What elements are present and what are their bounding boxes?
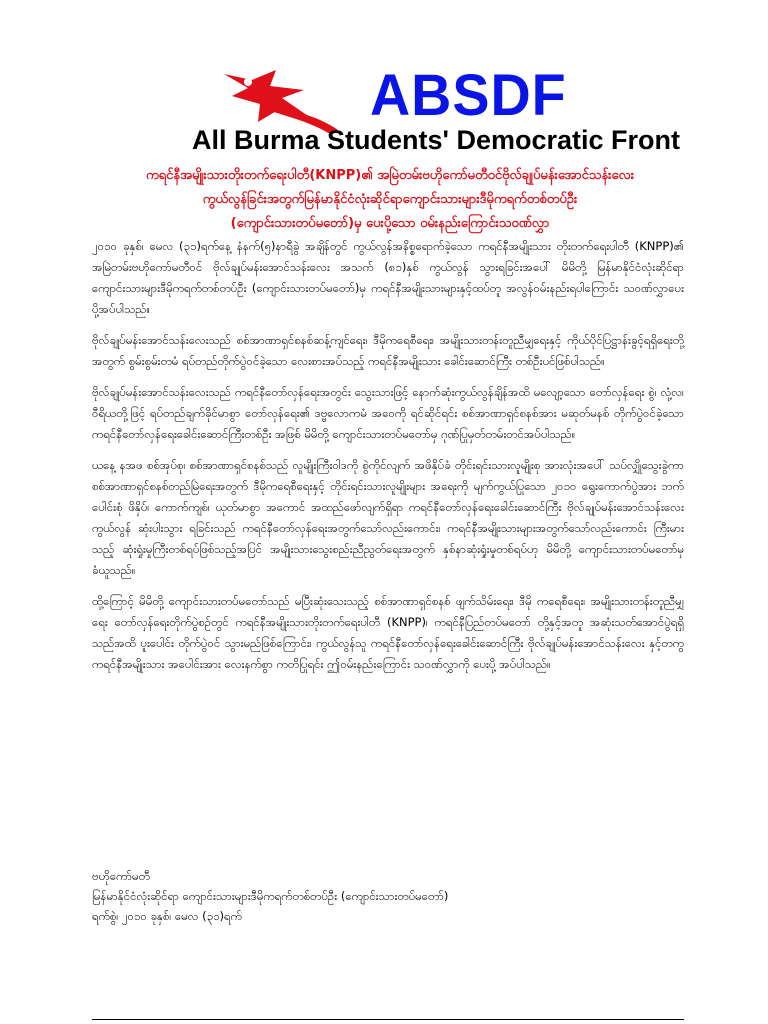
document-title [110,164,670,236]
title-line: ကွယ်လွန်ခြင်းအတွက်မြန်မာနိုင်ငံလုံးဆိုင်ရာကျောင်းသားများဒီမိုကရက်တစ်တပ်ဦး [202,192,578,207]
organization-abbreviation: ABSDF [370,63,567,128]
signature-block [92,866,684,926]
paragraph: ယနေ့ နအဖ စစ်အုပ်စု၊ စစ်အာဏာရှင်စနစ်သည် လူမျိုးကြီးဝါဒကို စွဲကိုင်လျက် အဖိနှိပ်ခံ တိုင်းရင်းသားလူမျိုးစု အားလုံးအပေါ် သပ်လျှိုသွေးခွဲကာ စစ်အာဏာရှင်စနစ်တည်မြဲရေးအတွက် ဒီမိုကရေစီရေးနှင့် တိုင်းရင်းသားလူမျိုးများ အရေးကို မျက်ကွယ်ပြုသော ၂၀၁၀ ရွေးကောက်ပွဲအား ဘက်ပေါင်းစုံ ဖိနှိပ်၊ ကောက်ကျစ်၊ ယုတ်မာစွာ အကောင် အထည်ဖော်လျက်ရှိရာ ကရင်နီတော်လှန်ရေးခေါင်းဆောင်ကြီး ဗိုလ်ချုပ်မန်းအောင်သန်းလေး ကွယ်လွန် ဆုံးပါးသွား ရခြင်းသည် ကရင်နီတော်လှန်ရေးအတွက်သော်လည်းကောင်း၊ ကရင်နီအမျိုးသားများအတွက်သော်လည်းကောင်း ကြီးမားသည့် ဆုံးရှုံးမှုကြီးတစ်ရပ်ဖြစ်သည့်အပြင် အမျိုးသားသွေးစည်းညီညွတ်ရေးအတွက် နှစ်နာဆုံးရှုံးမှုတစ်ရပ်ဟု မိမိတို့ ကျောင်းသားတပ်မတော်မှ ခံယူသည်။ [92,458,684,577]
footer-rule [92,1019,684,1020]
signature-line: မြန်မာနိုင်ငံလုံးဆိုင်ရာ ကျောင်းသားများဒီမိုကရက်တစ်တပ်ဦး (ကျောင်းသားတပ်မတော်) [92,889,449,903]
signature-line: ဗဟိုကော်မတီ [92,869,150,883]
paragraph: ဗိုလ်ချုပ်မန်းအောင်သန်းလေးသည် ကရင်နီတော်လှန်ရေးအတွင်း သွေးသားဖြင့် နောက်ဆုံးကွယ်လွန်ချိန်အထိ မလျော့သော တော်လှန်ရေး စွဲ၊ လုံ့လ၊ ဝီရိယတို့ဖြင့် ရပ်တည်ချက်ခိုင်မာစွာ တော်လှန်ရေး၏ ဒဗ္ဗလောကမံ အဝေကို ရင်ဆိုင်ရင်း စစ်အာဏာရှင်စနစ်အား မဆုတ်မနစ် တိုက်ပွဲဝင်ခဲ့သော ကရင်နီတော်လှန်ရေးခေါင်းဆောင်ကြီးတစ်ဦး အဖြစ် မိမိတို့ ကျောင်းသားတပ်မတော်မှ ဂုဏ်ပြုမှတ်တမ်းတင်အပ်ပါသည်။ [92,385,684,441]
letter-body [92,236,684,685]
signature-date: ရက်စွဲ၊ ၂၀၁၀ ခုနှစ်၊ မေလ (၃၁)ရက် [92,909,242,923]
letterhead [100,60,680,160]
organization-full-name: All Burma Students' Democratic Front [192,125,680,155]
title-line: ကရင်နီအမျိုးသားတိုးတက်ရေးပါတီ(KNPP)၏ အမြဲတမ်းဗဟိုကော်မတီဝင်ဗိုလ်ချုပ်မန်းအောင်သန်းလေး [145,168,635,183]
paragraph: ထို့ကြောင့် မိမိတို့ ကျောင်းသားတပ်မတော်သည် မပြီးဆုံးသေးသည့် စစ်အာဏာရှင်စနစ် ဖျက်သိမ်းရေး၊ ဒီမို ကရေစီရေး၊ အမျိုးသားတန်းတူညီမျှရေး တော်လှန်ရေးတိုက်ပွဲစဉ်တွင် ကရင်နီအမျိုးသားတိုးတက်ရေးပါတီ (KNPP)၊ ကရင်နီပြည်တပ်မတော် တို့နှင့်အတူ အဆုံးသတ်အောင်ပွဲရရှိသည်အထိ ပူးပေါင်း တိုက်ပွဲဝင် သွားမည်ဖြစ်ကြောင်း၊ ကွယ်လွန်သူ ကရင်နီတော်လှန်ရေးခေါင်းဆောင်ကြီး ဗိုလ်ချုပ်မန်းအောင်သန်းလေး နှင့်တကွ ကရင်နီအမျိုးသား အပေါင်းအား လေးနက်စွာ ကတိပြုရင်း ဤဝမ်းနည်းကြောင်း သဝဏ်လွှာကို ပေးပို့ အပ်ပါသည်။ [92,594,684,671]
paragraph: ၂၀၁၀ ခုနှစ်၊ မေလ (၃၁)ရက်နေ့ နံနက်(၅)နာရီခွဲ အချိန်တွင် ကွယ်လွန်အနိစ္စရောက်ခဲ့သော ကရင်နီအမျိုးသား တိုးတက်ရေးပါတီ (KNPP)၏ အမြဲတမ်းဗဟိုကော်မတီဝင် ဗိုလ်ချုပ်မန်းအောင်သန်းလေး အသက် (၈၁)နှစ် ကွယ်လွန် သွားရခြင်းအပေါ် မိမိတို့ မြန်မာနိုင်ငံလုံးဆိုင်ရာ ကျောင်းသားများဒီမိုကရက်တစ်တပ်ဦး (ကျောင်းသားတပ်မတော်)မှ ကရင်နီအမျိုးသားများနှင့်ထပ်တူ အလွန်ဝမ်းနည်းရပါကြောင်း သဝဏ်လွှာပေးပို့အပ်ပါသည်။ [92,239,684,316]
title-line: (ကျောင်းသားတပ်မတော်)မှ ပေးပို့သော ဝမ်းနည်းကြောင်းသဝဏ်လွှာ [230,216,550,231]
paragraph: ဗိုလ်ချုပ်မန်းအောင်သန်းလေးသည် စစ်အာဏာရှင်စနစ်ဆန့်ကျင်ရေး၊ ဒီမိုကရေစီရေး၊ အမျိုးသားတန်းတူညီမျှရေးနှင့် ကိုယ်ပိုင်ပြဋ္ဌာန်းခွင့်ရရှိရေးတို့အတွက် စွမ်းစွမ်းတမံ ရပ်တည်တိုက်ပွဲဝင်ခဲ့သော လေးစားအပ်သည့် ကရင်နီအမျိုးသား ခေါင်းဆောင်ကြီး တစ်ဦးပင်ဖြစ်ပါသည်။ [92,333,684,368]
